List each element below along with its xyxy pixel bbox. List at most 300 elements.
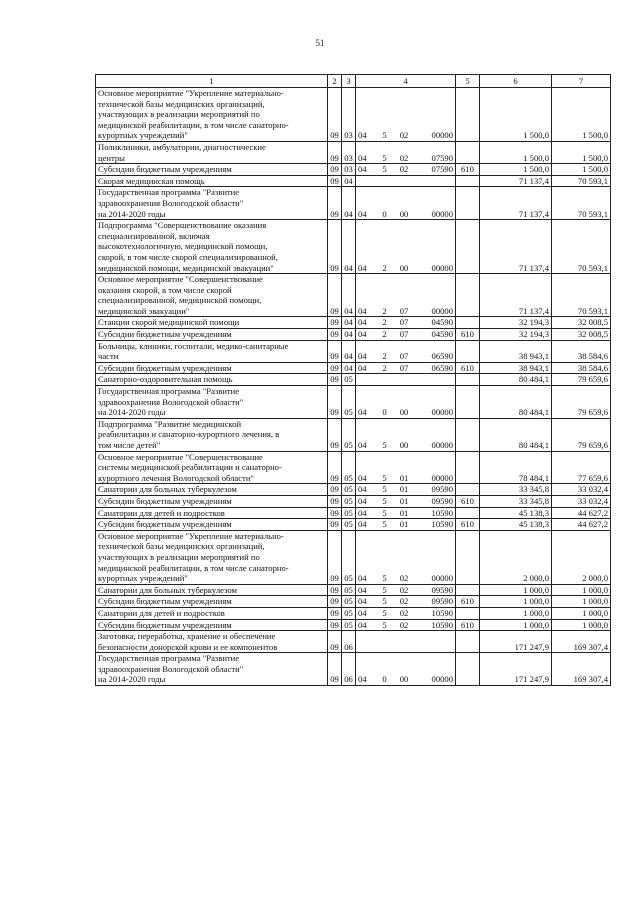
program-code: 04	[358, 164, 367, 175]
subsection-code-cell	[342, 274, 356, 317]
subsection-code: 05	[344, 374, 353, 385]
amount-year1-cell	[480, 329, 552, 341]
activity-code: 02	[399, 607, 409, 618]
amount-year2-cell	[552, 484, 611, 496]
subprogram-code: 2	[382, 305, 387, 316]
target-article-cell	[356, 519, 456, 531]
section-code-cell	[328, 484, 342, 496]
subsection-code: 05	[344, 519, 353, 530]
header-cell: 1	[96, 75, 328, 88]
activity-code: 00	[399, 262, 409, 273]
amount-year1-cell	[480, 507, 552, 519]
subsection-code-cell	[342, 164, 356, 176]
target-article-cell	[356, 584, 456, 596]
expense-type-cell	[456, 607, 480, 619]
amount-year2: 169 307,4	[573, 674, 608, 685]
amount-year2-cell	[552, 141, 611, 163]
item-name-cell	[96, 519, 328, 531]
amount-year2: 1 000,0	[582, 596, 608, 607]
direction-code: 06590	[431, 362, 453, 373]
amount-year2-cell	[552, 317, 611, 329]
expense-type-code: 610	[461, 164, 474, 175]
subsection-code: 05	[344, 484, 353, 495]
amount-year1: 171 247,9	[514, 641, 549, 652]
activity-code: 07	[399, 317, 409, 328]
item-name-cell	[96, 386, 328, 419]
expense-type-cell	[456, 631, 480, 653]
item-name-line: Субсидии бюджетным учреждениям	[98, 495, 232, 506]
section-code: 09	[330, 619, 339, 630]
amount-year1-cell	[480, 220, 552, 274]
expense-type-cell	[456, 362, 480, 374]
expense-type-cell	[456, 530, 480, 584]
amount-year2-cell	[552, 340, 611, 362]
expense-type-code: 610	[461, 596, 474, 607]
item-name-line: оказания скорой, в том числе скорой	[98, 284, 232, 295]
amount-year1-cell	[480, 530, 552, 584]
item-name-cell	[96, 164, 328, 176]
subsection-code: 04	[344, 208, 353, 219]
amount-year2-cell	[552, 187, 611, 220]
table-row	[96, 187, 611, 220]
target-article-cell	[356, 631, 456, 653]
activity-code: 02	[399, 164, 409, 175]
amount-year1: 32 194,3	[518, 329, 549, 340]
item-name-cell	[96, 274, 328, 317]
activity-code: 02	[399, 596, 409, 607]
amount-year2: 2 000,0	[582, 573, 608, 584]
section-code-cell	[328, 88, 342, 142]
table-row	[96, 317, 611, 329]
item-name-line: участвующих в реализации мероприятий по	[98, 109, 260, 120]
section-code-cell	[328, 495, 342, 507]
program-code: 04	[358, 362, 367, 373]
activity-code: 02	[399, 619, 409, 630]
amount-year2-cell	[552, 584, 611, 596]
subsection-code: 04	[344, 175, 353, 186]
section-code-cell	[328, 619, 342, 631]
subprogram-code: 5	[382, 596, 387, 607]
item-name-line: Государственная программа "Развитие	[98, 187, 240, 198]
amount-year1-cell	[480, 584, 552, 596]
expense-type-cell	[456, 340, 480, 362]
item-name-line: Скорая медицинская помощь	[98, 175, 205, 186]
amount-year1-cell	[480, 519, 552, 531]
target-article-cell	[356, 274, 456, 317]
program-code: 04	[358, 407, 367, 418]
amount-year2-cell	[552, 607, 611, 619]
table-row	[96, 340, 611, 362]
direction-code: 04590	[431, 329, 453, 340]
subsection-code-cell	[342, 329, 356, 341]
program-code: 04	[358, 607, 367, 618]
target-article-cell	[356, 495, 456, 507]
subsection-code-cell	[342, 596, 356, 608]
section-code: 09	[330, 362, 339, 373]
amount-year1-cell	[480, 274, 552, 317]
subsection-code: 05	[344, 596, 353, 607]
subprogram-code: 2	[382, 262, 387, 273]
activity-code: 02	[399, 584, 409, 595]
item-name-line: здравоохранения Вологодской области"	[98, 197, 244, 208]
direction-code: 06590	[431, 351, 453, 362]
section-code: 09	[330, 596, 339, 607]
item-name-line: Санатории для больных туберкулезом	[98, 584, 237, 595]
subsection-code-cell	[342, 653, 356, 686]
expense-type-cell	[456, 220, 480, 274]
item-name-cell	[96, 175, 328, 187]
target-article-cell	[356, 329, 456, 341]
table-row	[96, 274, 611, 317]
subprogram-code: 5	[382, 584, 387, 595]
activity-code: 01	[399, 495, 409, 506]
section-code-cell	[328, 653, 342, 686]
subsection-code-cell	[342, 187, 356, 220]
subsection-code-cell	[342, 175, 356, 187]
amount-year2-cell	[552, 362, 611, 374]
amount-year2: 38 584,6	[577, 362, 608, 373]
amount-year1: 38 943,1	[518, 351, 549, 362]
program-code: 04	[358, 519, 367, 530]
item-name-cell	[96, 362, 328, 374]
subsection-code: 04	[344, 317, 353, 328]
subprogram-code: 2	[382, 329, 387, 340]
direction-code: 10590	[431, 619, 453, 630]
target-article-cell	[356, 418, 456, 451]
amount-year2-cell	[552, 596, 611, 608]
item-name-cell	[96, 484, 328, 496]
amount-year2: 79 659,6	[577, 407, 608, 418]
table-row	[96, 619, 611, 631]
section-code: 09	[330, 484, 339, 495]
item-name-line: медицинской реабилитации, в том числе санаторно-	[98, 562, 289, 573]
table-row	[96, 418, 611, 451]
header-cell: 6	[480, 75, 552, 88]
section-code: 09	[330, 317, 339, 328]
table-row	[96, 653, 611, 686]
table-row	[96, 530, 611, 584]
program-code: 04	[358, 317, 367, 328]
expense-type-code: 610	[461, 362, 474, 373]
section-code-cell	[328, 507, 342, 519]
subsection-code: 03	[344, 152, 353, 163]
target-article-cell	[356, 164, 456, 176]
subsection-code-cell	[342, 141, 356, 163]
item-name-line: Больницы, клиники, госпитали, медико-санитарные	[98, 340, 289, 351]
subsection-code-cell	[342, 88, 356, 142]
item-name-line: Санаторно-оздоровительная помощь	[98, 374, 233, 385]
amount-year2-cell	[552, 175, 611, 187]
target-article-cell	[356, 386, 456, 419]
header-cell: 3	[342, 75, 356, 88]
item-name-cell	[96, 418, 328, 451]
item-name-line: Санатории для детей и подростков	[98, 507, 225, 518]
item-name-line: центры	[98, 152, 125, 163]
item-name-line: Субсидии бюджетным учреждениям	[98, 619, 232, 630]
amount-year1-cell	[480, 362, 552, 374]
expense-type-cell	[456, 519, 480, 531]
amount-year2-cell	[552, 164, 611, 176]
subsection-code-cell	[342, 619, 356, 631]
item-name-line: безопасности донорской крови и ее компонентов	[98, 641, 278, 652]
amount-year1-cell	[480, 619, 552, 631]
amount-year1-cell	[480, 317, 552, 329]
section-code: 09	[330, 440, 339, 450]
expense-type-cell	[456, 187, 480, 220]
subsection-code: 05	[344, 607, 353, 618]
section-code-cell	[328, 329, 342, 341]
amount-year2-cell	[552, 88, 611, 142]
section-code-cell	[328, 220, 342, 274]
program-code: 04	[358, 130, 367, 141]
amount-year2: 32 008,5	[577, 317, 608, 328]
amount-year1: 32 194,3	[518, 317, 549, 328]
item-name-line: Подпрограмма "Развитие медицинской	[98, 418, 242, 429]
section-code-cell	[328, 519, 342, 531]
target-article-cell	[356, 451, 456, 484]
amount-year2: 38 584,6	[577, 351, 608, 362]
expense-type-cell	[456, 507, 480, 519]
table-row	[96, 584, 611, 596]
subsection-code-cell	[342, 530, 356, 584]
expense-type-cell	[456, 484, 480, 496]
section-code: 09	[330, 519, 339, 530]
amount-year1: 2 000,0	[523, 573, 549, 584]
subsection-code: 05	[344, 472, 353, 483]
item-name-line: Заготовка, переработка, хранение и обеспечение	[98, 631, 276, 642]
amount-year2: 1 000,0	[582, 619, 608, 630]
expense-type-cell	[456, 619, 480, 631]
direction-code: 09590	[431, 495, 453, 506]
amount-year2-cell	[552, 530, 611, 584]
section-code: 09	[330, 262, 339, 273]
item-name-line: том числе детей"	[98, 440, 161, 450]
section-code-cell	[328, 607, 342, 619]
item-name-cell	[96, 507, 328, 519]
item-name-line: курортных учреждений"	[98, 573, 188, 584]
amount-year1: 1 500,0	[523, 130, 549, 141]
subprogram-code: 2	[382, 317, 387, 328]
item-name-cell	[96, 530, 328, 584]
subprogram-code: 5	[382, 607, 387, 618]
section-code-cell	[328, 451, 342, 484]
table-row	[96, 596, 611, 608]
item-name-line: Основное мероприятие "Совершенствование	[98, 274, 263, 285]
subprogram-code: 5	[382, 519, 387, 530]
subprogram-code: 5	[382, 472, 387, 483]
table-row	[96, 220, 611, 274]
item-name-line: Государственная программа "Развитие	[98, 386, 240, 397]
item-name-cell	[96, 317, 328, 329]
amount-year1-cell	[480, 451, 552, 484]
expense-type-cell	[456, 329, 480, 341]
table-row	[96, 88, 611, 142]
amount-year1: 45 138,3	[518, 507, 549, 518]
amount-year2: 1 500,0	[582, 152, 608, 163]
program-code: 04	[358, 262, 367, 273]
item-name-cell	[96, 619, 328, 631]
header-cell: 5	[456, 75, 480, 88]
direction-code: 00000	[431, 440, 453, 450]
item-name-cell	[96, 495, 328, 507]
expense-type-cell	[456, 386, 480, 419]
item-name-cell	[96, 374, 328, 386]
direction-code: 07590	[431, 164, 453, 175]
amount-year1: 80 484,1	[518, 374, 549, 385]
direction-code: 10590	[431, 507, 453, 518]
item-name-line: реабилитации и санаторно-курортного лечения, в	[98, 429, 280, 440]
subprogram-code: 0	[382, 674, 387, 685]
activity-code: 01	[399, 507, 409, 518]
item-name-line: на 2014-2020 годы	[98, 674, 166, 685]
amount-year2: 70 593,1	[577, 305, 608, 316]
activity-code: 01	[399, 472, 409, 483]
subsection-code: 05	[344, 407, 353, 418]
table-row	[96, 374, 611, 386]
subsection-code-cell	[342, 495, 356, 507]
subsection-code-cell	[342, 451, 356, 484]
amount-year1: 38 943,1	[518, 362, 549, 373]
amount-year2-cell	[552, 451, 611, 484]
item-name-line: участвующих в реализации мероприятий по	[98, 551, 260, 562]
table-row	[96, 607, 611, 619]
amount-year2: 32 008,5	[577, 329, 608, 340]
section-code: 09	[330, 208, 339, 219]
expense-type-cell	[456, 418, 480, 451]
item-name-line: части	[98, 351, 119, 362]
section-code: 09	[330, 507, 339, 518]
header-row	[96, 75, 611, 88]
section-code: 09	[330, 164, 339, 175]
item-name-line: здравоохранения Вологодской области"	[98, 663, 244, 674]
table-row	[96, 164, 611, 176]
section-code: 09	[330, 607, 339, 618]
item-name-line: Основное мероприятие "Совершенствование	[98, 451, 263, 462]
direction-code: 00000	[431, 130, 453, 141]
subsection-code: 05	[344, 619, 353, 630]
subprogram-code: 5	[382, 619, 387, 630]
table-body	[96, 88, 611, 686]
direction-code: 09590	[431, 584, 453, 595]
budget-table	[95, 74, 611, 686]
section-code: 09	[330, 573, 339, 584]
target-article-cell	[356, 340, 456, 362]
table-row	[96, 519, 611, 531]
amount-year2: 169 307,4	[573, 641, 608, 652]
expense-type-cell	[456, 317, 480, 329]
subprogram-code: 5	[382, 573, 387, 584]
amount-year2-cell	[552, 507, 611, 519]
amount-year1: 78 484,1	[518, 472, 549, 483]
direction-code: 09590	[431, 596, 453, 607]
section-code: 09	[330, 641, 339, 652]
amount-year1: 33 345,8	[518, 495, 549, 506]
subprogram-code: 0	[382, 208, 387, 219]
subprogram-code: 5	[382, 130, 387, 141]
amount-year1: 71 137,4	[518, 305, 549, 316]
table-row	[96, 495, 611, 507]
activity-code: 02	[399, 152, 409, 163]
subsection-code-cell	[342, 386, 356, 419]
item-name-line: Основное мероприятие "Укрепление материально-	[98, 530, 284, 541]
item-name-line: Поликлиники, амбулатории, диагностические	[98, 141, 266, 152]
item-name-cell	[96, 88, 328, 142]
amount-year2: 1 000,0	[582, 584, 608, 595]
program-code: 04	[358, 351, 367, 362]
activity-code: 07	[399, 362, 409, 373]
amount-year1-cell	[480, 340, 552, 362]
target-article-cell	[356, 317, 456, 329]
amount-year2-cell	[552, 220, 611, 274]
subsection-code: 04	[344, 305, 353, 316]
subsection-code-cell	[342, 418, 356, 451]
item-name-line: высокотехнологичную, медицинской помощи,	[98, 241, 268, 252]
amount-year2: 79 659,6	[577, 440, 608, 450]
page-number: 51	[315, 38, 325, 48]
subsection-code: 05	[344, 507, 353, 518]
program-code: 04	[358, 484, 367, 495]
subsection-code-cell	[342, 607, 356, 619]
amount-year2-cell	[552, 329, 611, 341]
subsection-code: 04	[344, 262, 353, 273]
amount-year1: 80 484,1	[518, 440, 549, 450]
activity-code: 02	[399, 573, 409, 584]
amount-year2: 33 032,4	[577, 495, 608, 506]
program-code: 04	[358, 674, 367, 685]
subprogram-code: 2	[382, 362, 387, 373]
table-row	[96, 362, 611, 374]
section-code-cell	[328, 530, 342, 584]
activity-code: 02	[399, 130, 409, 141]
section-code: 09	[330, 495, 339, 506]
amount-year1-cell	[480, 607, 552, 619]
amount-year1-cell	[480, 386, 552, 419]
direction-code: 07590	[431, 152, 453, 163]
item-name-line: специализированной, медицинской помощи,	[98, 295, 262, 306]
table-row	[96, 386, 611, 419]
expense-type-code: 610	[461, 619, 474, 630]
item-name-line: технической базы медицинских организаций,	[98, 541, 265, 552]
direction-code: 10590	[431, 607, 453, 618]
section-code: 09	[330, 329, 339, 340]
activity-code: 07	[399, 329, 409, 340]
item-name-cell	[96, 340, 328, 362]
item-name-line: Субсидии бюджетным учреждениям	[98, 164, 232, 175]
item-name-cell	[96, 596, 328, 608]
subsection-code: 05	[344, 495, 353, 506]
target-article-cell	[356, 220, 456, 274]
section-code-cell	[328, 317, 342, 329]
section-code: 09	[330, 305, 339, 316]
amount-year2-cell	[552, 653, 611, 686]
section-code: 09	[330, 351, 339, 362]
subsection-code-cell	[342, 220, 356, 274]
table-row	[96, 451, 611, 484]
item-name-line: Субсидии бюджетным учреждениям	[98, 329, 232, 340]
subsection-code: 05	[344, 440, 353, 450]
subsection-code-cell	[342, 584, 356, 596]
item-name-line: Государственная программа "Развитие	[98, 653, 240, 664]
expense-type-code: 610	[461, 495, 474, 506]
amount-year1: 71 137,4	[518, 175, 549, 186]
amount-year1-cell	[480, 187, 552, 220]
expense-type-cell	[456, 374, 480, 386]
section-code-cell	[328, 175, 342, 187]
amount-year1: 1 500,0	[523, 164, 549, 175]
expense-type-cell	[456, 495, 480, 507]
amount-year1-cell	[480, 164, 552, 176]
table-row	[96, 507, 611, 519]
